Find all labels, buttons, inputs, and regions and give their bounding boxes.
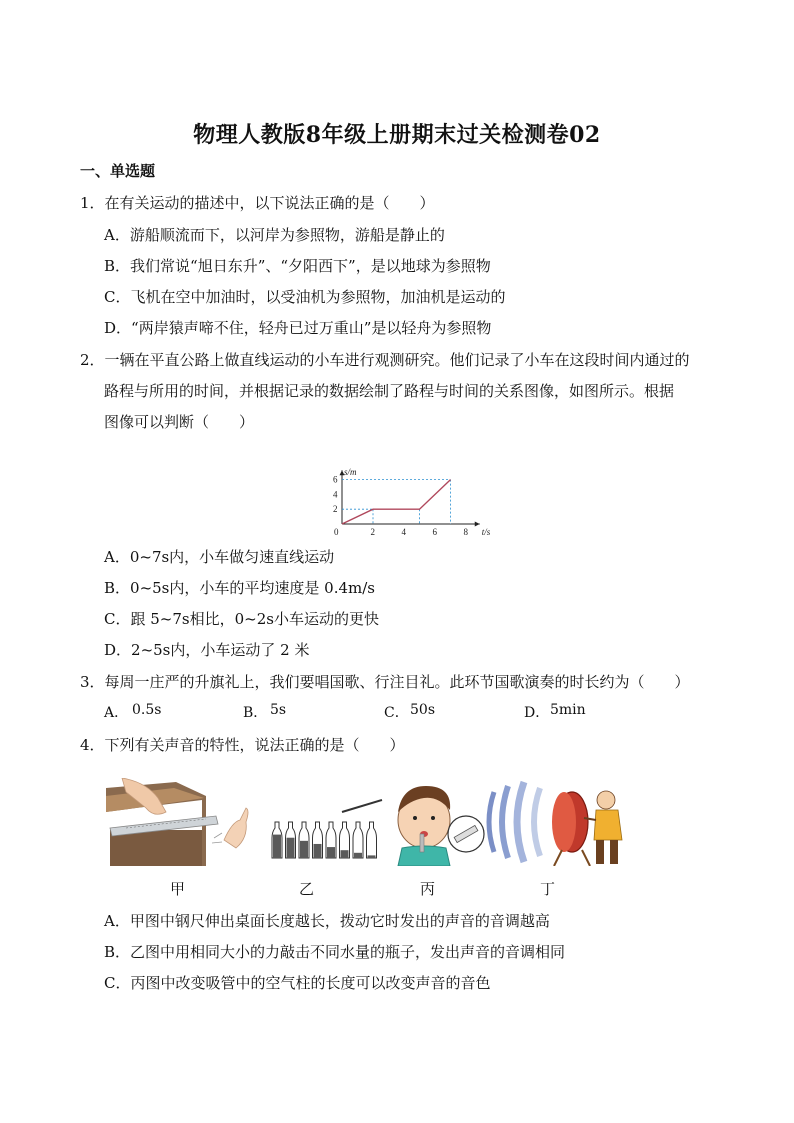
x-tick-6: 6 [432, 527, 437, 537]
y-axis-label: s/m [344, 467, 357, 478]
question-2-stem-line-3: 图像可以判断（ ） [104, 413, 255, 431]
page-title: 物理人教版8年级上册期末过关检测卷02 [193, 122, 601, 148]
x-axis-arrow [475, 522, 480, 527]
q2-option-c: C．跟 5~7s相比，0~2s小车运动的更快 [104, 610, 379, 628]
q3-option-d-value: 5min [550, 702, 586, 718]
distance-time-graph [328, 436, 498, 542]
caption-yi: 乙 [299, 880, 315, 898]
q1-option-d: D．“两岸猿声啼不住，轻舟已过万重山”是以轻舟为参照物 [104, 319, 492, 337]
q2-option-d: D．2~5s内，小车运动了 2 米 [104, 641, 310, 659]
x-tick-0: 0 [334, 527, 339, 537]
bottles-image [272, 822, 377, 858]
y-tick-6: 6 [333, 474, 338, 485]
q4-option-b: B．乙图中用相同大小的力敲击不同水量的瓶子，发出声音的音调相同 [104, 943, 566, 961]
q3-option-b-value: 5s [270, 702, 287, 718]
bottle-water-4 [327, 847, 335, 858]
q4-option-a: A．甲图中钢尺伸出桌面长度越长，拨动它时发出的声音的音调越高 [104, 912, 550, 930]
q3-option-c-value: 50s [410, 702, 435, 718]
x-tick-8: 8 [463, 527, 468, 537]
bottle-water-3 [314, 844, 322, 858]
question-2-stem-line-1: 2．一辆在平直公路上做直线运动的小车进行观测研究。他们记录了小车在这段时间内通过的 [80, 351, 690, 369]
caption-jia: 甲 [170, 880, 186, 898]
question-3-stem: 3．每周一庄严的升旗礼上，我们要唱国歌、行注目礼。此环节国歌演奏的时长约为（ ） [80, 673, 690, 691]
bottle-water-2 [300, 841, 308, 858]
q3-option-d-letter: D． [524, 705, 550, 721]
y-tick-2: 2 [333, 504, 338, 515]
q1-option-b: B．我们常说“旭日东升”、“夕阳西下”，是以地球为参照物 [104, 257, 491, 275]
distance-time-line [342, 480, 451, 524]
bottle-water-6 [354, 853, 362, 858]
q3-option-b-letter: B． [243, 705, 268, 721]
q1-option-c: C．飞机在空中加油时，以受油机为参照物，加油机是运动的 [104, 288, 506, 306]
bottle-6 [353, 822, 363, 858]
q2-option-b: B．0~5s内，小车的平均速度是 0.4m/s [104, 579, 375, 597]
x-tick-4: 4 [401, 527, 406, 537]
section-heading: 一、单选题 [80, 162, 156, 180]
q3-options-row [104, 702, 704, 724]
question-1-stem: 1．在有关运动的描述中，以下说法正确的是（ ） [80, 194, 435, 212]
q3-option-c-letter: C． [384, 705, 409, 721]
q2-option-a: A．0~7s内，小车做匀速直线运动 [104, 548, 335, 566]
bottle-water-1 [287, 838, 295, 858]
question-4-stem: 4．下列有关声音的特性，说法正确的是（ ） [80, 736, 405, 754]
bottle-water-7 [368, 855, 376, 858]
q3-option-a-value: 0.5s [132, 702, 162, 718]
x-axis-label: t/s [481, 527, 491, 537]
caption-ding: 丁 [540, 880, 556, 898]
bottle-water-0 [273, 835, 281, 858]
caption-bing: 丙 [420, 880, 436, 898]
bottle-water-5 [341, 850, 349, 858]
q3-option-a-letter: A． [104, 705, 129, 721]
q4-option-c: C．丙图中改变吸管中的空气柱的长度可以改变声音的音色 [104, 974, 491, 992]
boy-blowing-straw-image [398, 786, 484, 866]
sound-experiment-illustration [106, 778, 638, 866]
question-2-stem-line-2: 路程与所用的时间，并根据记录的数据绘制了路程与时间的关系图像，如图所示。根据 [104, 382, 675, 400]
q1-option-a: A．游船顺流而下，以河岸为参照物，游船是静止的 [104, 226, 445, 244]
bottle-7 [367, 822, 377, 858]
y-tick-4: 4 [333, 489, 338, 500]
x-tick-2: 2 [370, 527, 375, 537]
drum-and-drummer-image [489, 782, 622, 866]
ruler-on-table-image [106, 778, 248, 866]
